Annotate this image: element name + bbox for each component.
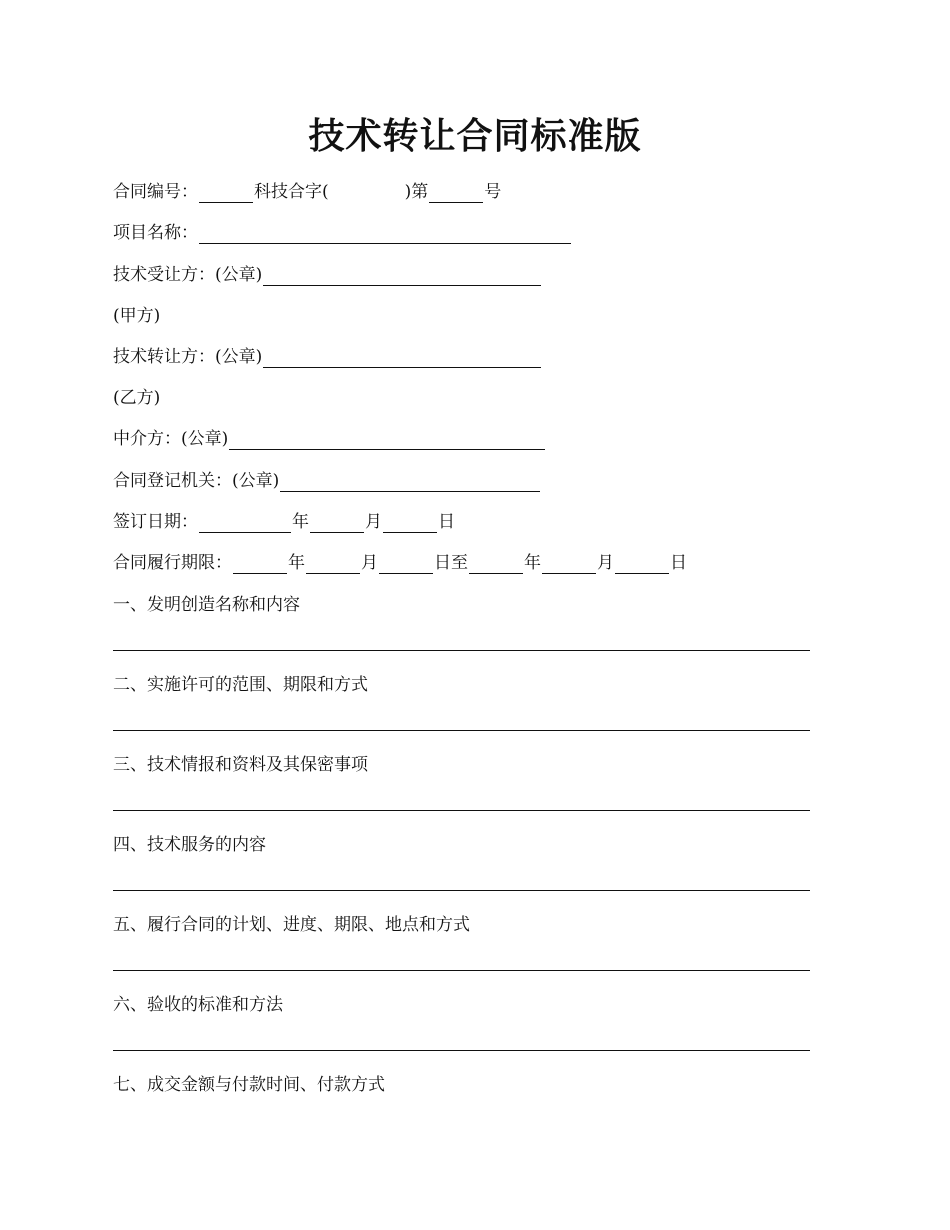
sign-date-month-label: 月 <box>365 512 382 532</box>
transferor-blank[interactable] <box>263 349 541 368</box>
period-start-year-label: 年 <box>288 553 305 573</box>
period-end-day-label: 日 <box>670 553 687 573</box>
intermediary-blank[interactable] <box>229 431 545 450</box>
section-4-heading: 四、技术服务的内容 <box>113 835 266 855</box>
transferor-role-line <box>113 387 160 409</box>
contract-number-close: )第 <box>404 182 429 202</box>
period-end-day-blank[interactable] <box>615 555 669 574</box>
contract-number-line <box>113 181 501 203</box>
registry-blank[interactable] <box>280 473 540 492</box>
sign-date-line <box>113 511 455 533</box>
registry-line <box>113 470 541 492</box>
section-6-answer-line[interactable] <box>113 1050 810 1051</box>
contract-number-suffix: 号 <box>484 182 502 202</box>
transferor-line <box>113 346 542 368</box>
section-5-answer-line[interactable] <box>113 970 810 971</box>
section-4-answer-line[interactable] <box>113 890 810 891</box>
period-end-year-blank[interactable] <box>469 555 523 574</box>
section-7-heading: 七、成交金额与付款时间、付款方式 <box>113 1075 385 1095</box>
sign-date-label: 签订日期： <box>113 512 198 532</box>
sign-date-year-label: 年 <box>292 512 309 532</box>
transferee-role-line <box>113 305 160 327</box>
transferee-blank[interactable] <box>263 267 541 286</box>
sign-date-day-blank[interactable] <box>383 514 437 533</box>
period-end-year-label: 年 <box>524 553 541 573</box>
transferor-role: (乙方) <box>113 388 161 408</box>
period-line <box>113 552 687 574</box>
section-1-heading: 一、发明创造名称和内容 <box>113 595 300 615</box>
contract-number-label: 合同编号： <box>113 182 198 202</box>
intermediary-label: 中介方：(公章) <box>113 429 229 449</box>
contract-number-mid: 科技合字( <box>254 182 329 202</box>
document-title: 技术转让合同标准版 <box>308 115 642 157</box>
transferor-label: 技术转让方：(公章) <box>113 347 263 367</box>
period-end-month-blank[interactable] <box>542 555 596 574</box>
period-start-month-blank[interactable] <box>306 555 360 574</box>
project-name-line <box>113 222 572 244</box>
sign-date-month-blank[interactable] <box>310 514 364 533</box>
intermediary-line <box>113 428 546 450</box>
transferee-role: (甲方) <box>113 306 161 326</box>
project-name-label: 项目名称： <box>113 223 198 243</box>
period-day-to-label: 日至 <box>434 553 468 573</box>
section-3-heading: 三、技术情报和资料及其保密事项 <box>113 755 368 775</box>
section-3-answer-line[interactable] <box>113 810 810 811</box>
section-2-heading: 二、实施许可的范围、期限和方式 <box>113 675 368 695</box>
section-1-answer-line[interactable] <box>113 650 810 651</box>
transferee-line <box>113 264 542 286</box>
period-end-month-label: 月 <box>597 553 614 573</box>
contract-number-blank-3[interactable] <box>429 184 483 203</box>
section-5-heading: 五、履行合同的计划、进度、期限、地点和方式 <box>113 915 470 935</box>
period-label: 合同履行期限： <box>113 553 232 573</box>
transferee-label: 技术受让方：(公章) <box>113 265 263 285</box>
sign-date-year-blank[interactable] <box>199 514 291 533</box>
period-start-year-blank[interactable] <box>233 555 287 574</box>
period-start-day-blank[interactable] <box>379 555 433 574</box>
registry-label: 合同登记机关：(公章) <box>113 471 280 491</box>
period-start-month-label: 月 <box>361 553 378 573</box>
sign-date-day-label: 日 <box>438 512 455 532</box>
contract-number-blank-1[interactable] <box>199 184 253 203</box>
section-2-answer-line[interactable] <box>113 730 810 731</box>
section-6-heading: 六、验收的标准和方法 <box>113 995 283 1015</box>
project-name-blank[interactable] <box>199 225 571 244</box>
